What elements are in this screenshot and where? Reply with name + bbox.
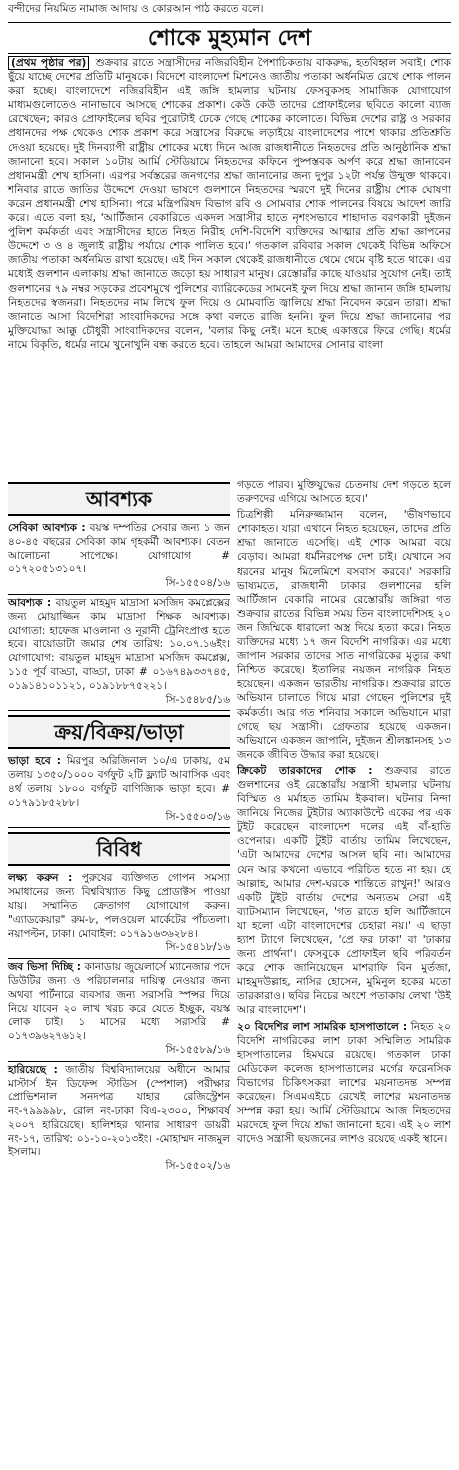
ad-text: বয়স্ক দম্পতির সেবার জন্য ১ জন ৪০-৪৫ বছরের সেবিকা কাম গৃহকর্মী আবশ্যক। বেতন আলোচনা সাপেক্ষে। যোগাযোগ # ০১৭২০৫১৩১০৭। [8, 522, 231, 576]
ad-text: বায়তুল মাহমুদ মাদ্রাসা মসজিদ কমপ্লেক্সের জন্য মোয়াজ্জিন কাম মাদ্রাসা শিক্ষক আবশ্যক। যোগ্যতা: হাফেজ মাওলানা ও নূরানী ট্রেনিংপ্রাপ্ত হতে হবে। বায়োডাটা জমার শেষ তারিখ: ১০.০৭.১৬ইং। যোগাযোগ: বায়তুল মাহমুদ মাদ্রাসা মসজিদ কমপ্লেক্স, ১১৫ পূর্ব বাড্ডা, বাড্ডা, ঢাকা # ০১৬৭৪৯৩৩৭৪৫, ০১৯১৪১০১১২১, ০১৯১৮৮৭৫২২১। [8, 596, 230, 692]
ad-code: সি-১৫৪৮৫/১৬ [165, 693, 230, 706]
classified-ad [8, 1062, 230, 1177]
ad-code: সি-১৫৫০৩/১৬ [165, 810, 230, 823]
continuation-label: (প্রথম পৃষ্ঠার পর) [8, 56, 89, 70]
story-paragraph: গড়তে পারব। মুক্তিযুদ্ধের চেতনায় দেশ গড়তে হলে তরুণদের এগিয়ে আসতে হবে।' [237, 479, 451, 506]
ad-text: জাতীয় বিশ্ববিদ্যালয়ের অধীনে আমার মাস্টার্স ইন ডিফেন্স স্টাডিস (স্পেশাল) পরীক্ষার প্রোভিশনাল সনদপত্র যাহার রেজিস্ট্রেশন নং-৭৯৯৯৯৮, রোল নং-ঢাকা বিএ-২৩০০, শিক্ষাবর্ষ ২০০৭ হারিয়েছে। হালিশহর থানার সাধারণ ডায়রী নং-১৭, তারিখ: ০১-১০-২০১৩ইং। -মোহাম্মদ নাজমুল ইসলাম। [8, 1063, 230, 1159]
ad-code: সি-১৫৫৮৯/১৬ [165, 1043, 230, 1056]
classified-ad [8, 753, 230, 828]
ad-keyword: জব ভিসা দিচ্ছি : [8, 961, 81, 974]
previous-story-tail: বন্দীদের নিয়মিত নামাজ আদায় ও কোরআন পাঠ করতে বলে। [8, 3, 264, 15]
main-story [8, 56, 451, 352]
ad-text: পুরুষের ব্যক্তিগত গোপন সমস্যা সমাধানের জন্য বিশ্ববিখ্যাত কিছু প্রোডাক্টস পাওয়া যায়। সম্মানিত ক্রেতাগণ যোগাযোগ করুন। "এ্যাডকেয়ার" রুম-৮, পলওয়েল মার্কেটের পাঁচতলা। নয়াপল্টন, ঢাকা। মোবাইল: ০১৭৯১৬৩৬২৮৪। [8, 872, 231, 940]
classified-ad [8, 870, 230, 959]
section-header-essentials: আবশ্যক [8, 482, 230, 516]
story-text: শুক্রবার রাতে গুলশানের ওই রেস্তোরাঁয় সন্ত্রাসী হামলার ঘটনায় বিস্মিত ও মর্মাহত তামিম ইকবাল। ঘটনার নিন্দা জানিয়ে নিজের টুইটার অ্যাকাউন্টে একের পর এক টুইট করেছেন বাংলাদেশ দলের এই বাঁ-হাতি ওপেনার। একটি টুইট বার্তায় তামিম লিখেছেন, 'এটা আমাদের দেশের আসল ছবি না। আমাদের যেন আর কখনো এভাবে পরিচিত হতে না হয়। হে আল্লাহ, আমার দেশ-ঘরকে শান্তিতে রাখুন!' আরও একটি টুইট বার্তায় দেশের অন্যতম সেরা এই ব্যাটসম্যান লিখেছেন, 'গত রাতে হলি আর্টিজানে যা হলো এটা বাংলাদেশের চেহারা নয়।' এ ছাড়া হ্যাশ ট্যাগে লিখেছেন, 'প্রে ফর ঢাকা' বা 'ঢাকার জন্য প্রার্থনা'। ফেসবুকে প্রোফাইল ছবি পরিবর্তন করে শোক জানিয়েছেন মাশরাফি বিন মুর্তজা, মাহমুদউল্লাহ, নাসির হোসেন, মুমিনুল হকের মতো তারকারাও। ছবির নিচের অংশে পতাকায় লেখা 'উই আর বাংলাদেশ'। [237, 764, 451, 1017]
ad-code: সি-১৫৫০৪/১৬ [165, 577, 230, 590]
headline: শোকে মুহ্যমান দেশ [8, 22, 451, 54]
ad-code: সি-১৫৪১৮/১৬ [165, 941, 230, 954]
section-header-miscellaneous: বিবিধ [8, 832, 230, 866]
ad-code: সি-১৫৫০২/১৬ [165, 1160, 230, 1173]
ad-keyword: ভাড়া হবে : [8, 755, 61, 768]
section-header-buy-sell-rent: ক্রয়/বিক্রয়/ভাড়া [8, 715, 230, 749]
ad-text: মিরপুর অরিজিনাল ১০/এ ঢাকায়, ৫ম তলায় ১৩৫০/১০০০ বর্গফুট ২টি ফ্ল্যাট আবাসিক এবং ৪র্থ তলায় ১৮০০ বর্গফুট বাণিজ্যিক ভাড়া হবে। # ০১৭৯১৮৫২৮৮। [8, 755, 230, 809]
ad-keyword: সেবিকা আবশ্যক : [8, 522, 86, 534]
classified-ad [8, 595, 230, 711]
ad-keyword: হারিয়েছে : [8, 1063, 58, 1076]
story-continuation-column [237, 478, 451, 1148]
ad-keyword: আবশ্যক : [8, 596, 52, 609]
main-story-body: শুক্রবার রাতে সন্ত্রাসীদের নজিরবিহীন পৈশাচিকতায় বাকরুদ্ধ, হতবিহ্বল সবাই। শোক ছুঁয়ে যাচ্ছে দেশের প্রতিটি মানুষকে। বিদেশে বাংলাদেশ মিশনেও জাতীয় পতাকা অর্ধনমিত রেখে শোক পালন করা হচ্ছে। বাংলাদেশে নজিরবিহীন এই জঙ্গি হামলার ঘটনায় ফেসবুকসহ সামাজিক যোগাযোগ মাধ্যমগুলোতেও নানাভাবে আসছে শোকের প্রকাশ। কেউ কেউ তাদের প্রোফাইলের ছবিতে কালো ব্যাজ রেখেছেন; কারও প্রোফাইলের ছবির পুরোটাই ঢেকে গেছে শোকের কালোতে। বিভিন্ন দেশের রাষ্ট্র ও সরকার প্রধানদের পক্ষ থেকেও শোক প্রকাশ করে সন্ত্রাসের বিরুদ্ধে লড়াইয়ে বাংলাদেশের পাশে থাকার প্রতিশ্রুতি দেওয়া হয়েছে। দুই দিনব্যাপী রাষ্ট্রীয় শোকের মধ্যে দিনে আজ রাজধানীতে নিহতদের প্রতি আনুষ্ঠানিক শ্রদ্ধা জানানো হবে। সকাল ১০টায় আর্মি স্টেডিয়ামে নিহতদের কফিনে পুষ্পস্তবক অর্পণ করে শ্রদ্ধা জানাবেন প্রধানমন্ত্রী শেখ হাসিনা। এরপর সর্বস্তরের জনগণের শ্রদ্ধা জানানোর জন্য দুপুর ১২টা পর্যন্ত উন্মুক্ত থাকবে। শনিবার রাতে জাতির উদ্দেশে দেওয়া ভাষণে গুলশানে নিহতদের স্মরণে দুই দিনের রাষ্ট্রীয় শোক ঘোষণা করেন প্রধানমন্ত্রী শেখ হাসিনা। পরে মন্ত্রিপরিষদ বিভাগ রবি ও সোমবার শোক পালনের বিষয়ে আদেশ জারি করে। এতে বলা হয়, 'আর্টিজান বেকারিতে একদল সন্ত্রাসীর হাতে নৃশংসভাবে শাহাদাত বরণকারী দুইজন পুলিশ কর্মকর্তা এবং সন্ত্রাসীদের হাতে নিহত নিরীহ দেশি-বিদেশি ব্যক্তিদের আত্মার প্রতি শ্রদ্ধা জ্ঞাপনের উদ্দেশে ৩ ও ৪ জুলাই রাষ্ট্রীয় পর্যায়ে শোক পালিত হবে।' গতকাল রবিবার সকাল থেকেই বিভিন্ন অফিসে জাতীয় পতাকা অর্ধনমিত রাখা হয়েছে। এই দিন সকাল থেকেই রাজধানীতে থেমে থেমে বৃষ্টি হতে থাকে। এর মধ্যেই গুলশান এলাকায় শ্রদ্ধা জানাতে জড়ো হয় সাধারণ মানুষ। রেস্তোরাঁর কাছে যাওয়ার সুযোগ নেই। তাই গুলশানের ৭৯ নম্বর সড়কের প্রবেশমুখে পুলিশের ব্যারিকেডের সামনেই ফুল দিয়ে শ্রদ্ধা জানান জঙ্গি হামলায় নিহতদের স্বজনরা। নিহতদের নাম লিখে ফুল দিয়ে ও মোমবাতি জ্বালিয়ে শ্রদ্ধা নিবেদন করেন তারা। শ্রদ্ধা জানাতে আসা বিদেশিরা সাংবাদিকদের সঙ্গে কথা বলতে রাজি হননি। ফুল দিয়ে শ্রদ্ধা জানানোর পর মুক্তিযোদ্ধা আক্কু চৌধুরী সাংবাদিকদের বলেন, 'বলার কিছু নেই। মনে হচ্ছে একাত্তরে ফিরে গেছি। ধর্মের নামে বিকৃতি, ধর্মের নামে খুনোখুনি বন্ধ করতে হবে। তাহলে আমরা আমাদের সোনার বাংলা [8, 57, 451, 351]
ad-text: কানাডায় জুয়েলার্সে ম্যানেজার পদে ডিউটির জন্য ও পরিচালনার দায়িত্ব নেওয়ার জন্য অথবা পার্টনারে ব্যবসার জন্য সরাসরি স্পন্সর দিয়ে নিয়ে যাবেন ২০ লাখ খরচ করে যেতে ইচ্ছুক, বয়স্ক লোক চাই। ১ মাসের মধ্যে সরাসরি # ০১৭৩৯৬২৭৬১২। [8, 961, 230, 1043]
classified-ad [8, 520, 230, 595]
classifieds-column [8, 478, 230, 1177]
story-paragraph [237, 1020, 451, 1147]
story-paragraph [237, 764, 451, 1018]
subheading: ক্রিকেট তারকাদের শোক : [237, 764, 373, 777]
classified-ad [8, 959, 230, 1062]
story-text: নিহত ২০ বিদেশি নাগরিকের লাশ ঢাকা সম্মিলিত সামরিক হাসপাতালের হিমঘরে রয়েছে। গতকাল ঢাকা মেডিকেল কলেজ হাসপাতালের মর্গের ফরেনসিক বিভাগের চিকিৎসকরা লাশের ময়নাতদন্ত সম্পন্ন করেছেন। সিএমএইচে রেখেই লাশের ময়নাতদন্ত সম্পন্ন করা হয়। আর্মি স্টেডিয়ামে আজ নিহতদের মরদেহে ফুল দিয়ে শ্রদ্ধা জানানো হবে। এই ২০ লাশ বাদেও সন্ত্রাসী ছয়জনের লাশও রয়েছে একই স্থানে। [237, 1020, 451, 1146]
story-paragraph: চিত্রশিল্পী মনিরুজ্জামান বলেন, 'ভীষণভাবে শোকাহত। যারা এখানে নিহত হয়েছেন, তাদের প্রতি শ্রদ্ধা জানাতে এসেছি। এই শোক আমরা বয়ে বেড়াব। আমরা ধর্মনিরপেক্ষ দেশ চাই। যেখানে সব ধরনের মানুষ মিলেমিশে বসবাস করবে।' সরকারি ভাষ্যমতে, রাজধানী ঢাকার গুলশানের হলি আর্টিজান বেকারি নামের রেস্তোরাঁয় জঙ্গিরা গত শুক্রবার রাতের বিভিন্ন সময় তিন বাংলাদেশিসহ ২০ জন জিম্মিকে ধারালো অস্ত্র দিয়ে হত্যা করে। নিহত ব্যক্তিদের মধ্যে ১৭ জন বিদেশি নাগরিক। এর মধ্যে জাপান সরকার তাদের সাত নাগরিকের মৃত্যুর কথা নিশ্চিত করেছে। ইতালির নয়জন নাগরিক নিহত হয়েছেন। একজন ভারতীয় নাগরিক। শুক্রবার রাতে অভিযান চালাতে গিয়ে মারা গেছেন পুলিশের দুই কর্মকর্তা। আর গত শনিবার সকালে অভিযানে মারা গেছে ছয় সন্ত্রাসী। গ্রেফতার হয়েছে একজন। অভিযানে একজন জাপানি, দুইজন শ্রীলঙ্কানসহ ১৩ জনকে জীবিত উদ্ধার করা হয়েছে। [237, 509, 451, 761]
subheading: ২০ বিদেশির লাশ সামরিক হাসপাতালে : [237, 1020, 408, 1033]
ad-keyword: লক্ষ্য করুন : [8, 872, 73, 885]
